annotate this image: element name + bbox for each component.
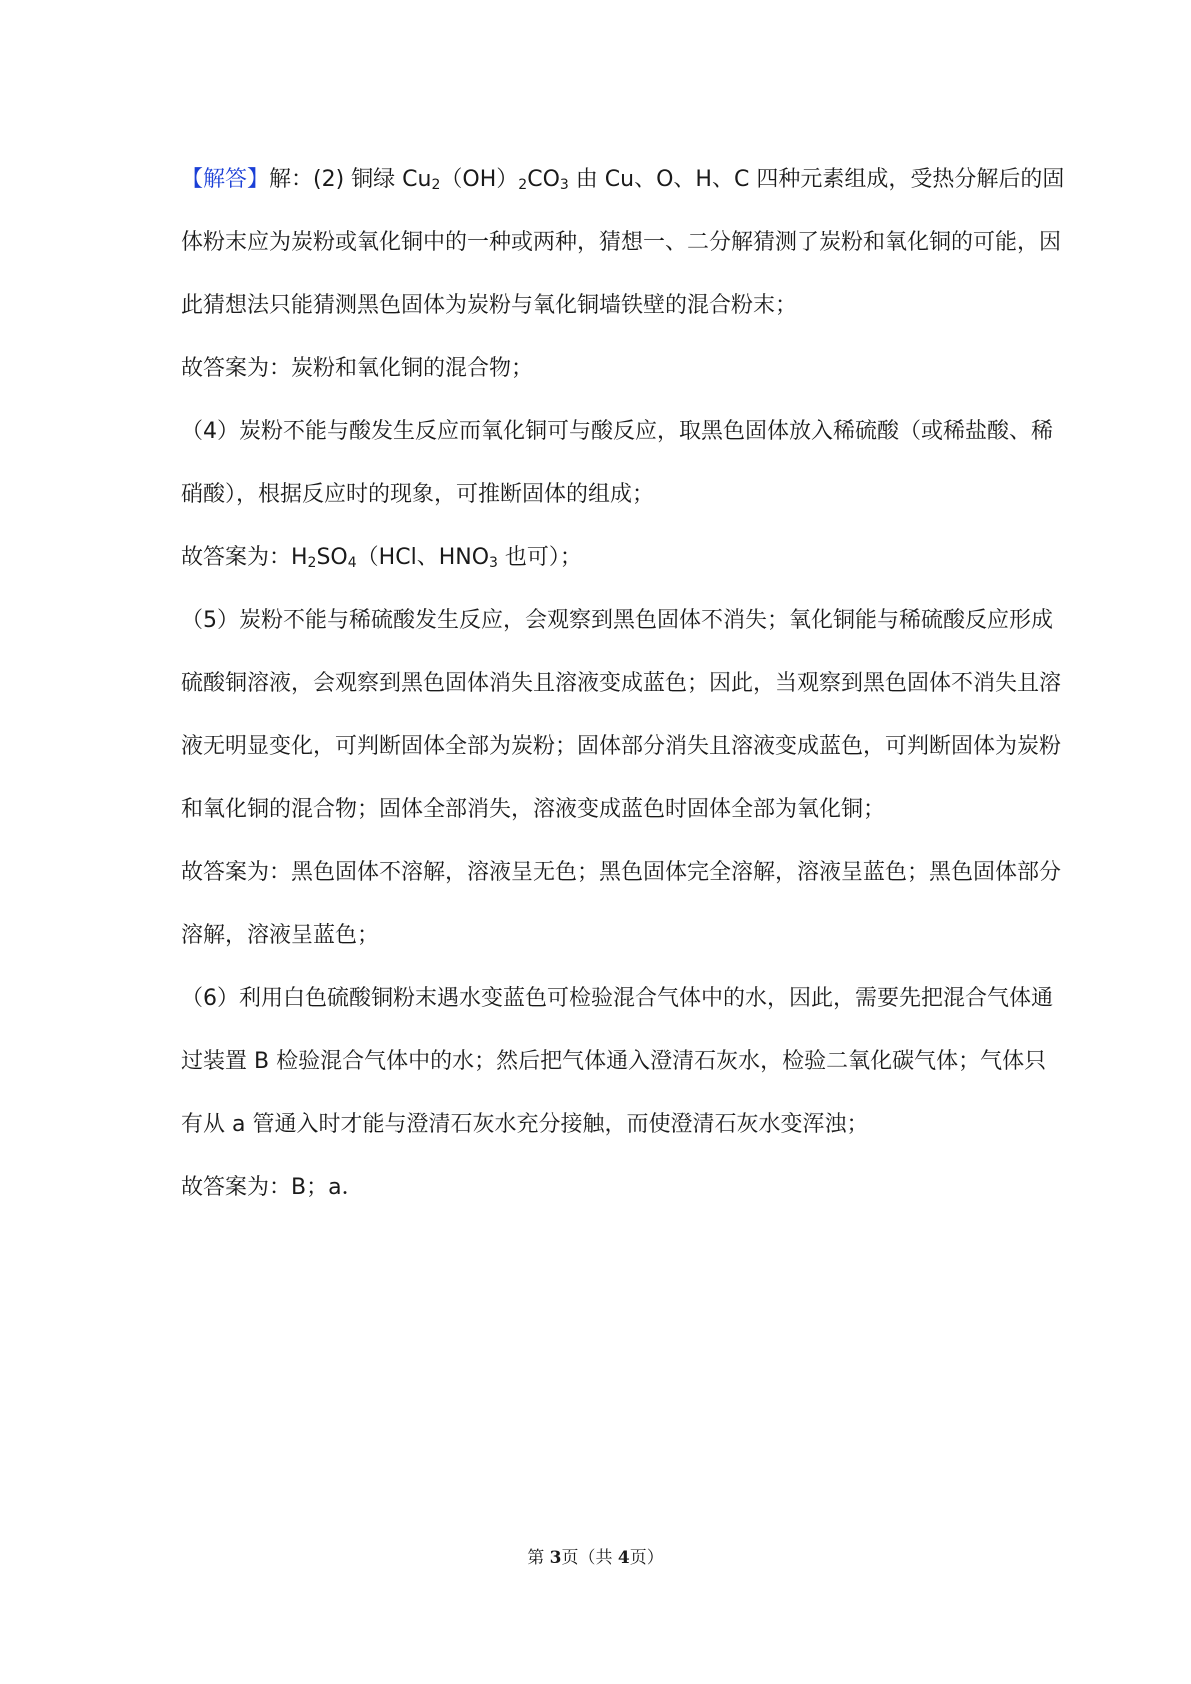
answer-line-13: 溶解，溶液呈蓝色； [181,923,380,948]
text-run: （OH） [440,167,519,192]
answer-line-5: （4）炭粉不能与酸发生反应而氧化铜可与酸反应，取黑色固体放入稀硫酸（或稀盐酸、稀 [181,419,1054,444]
answer-line-3: 此猜想法只能猜测黑色固体为炭粉与氧化铜墙铁壁的混合粉末； [181,293,798,318]
answer-line-9: 硫酸铜溶液，会观察到黑色固体消失且溶液变成蓝色；因此，当观察到黑色固体不消失且溶 [181,671,1062,696]
answer-line-17: 故答案为：B；a． [181,1175,364,1200]
text-run: CO [527,167,560,192]
answer-line-12: 故答案为：黑色固体不溶解，溶液呈无色；黑色固体完全溶解，溶液呈蓝色；黑色固体部分 [181,860,1062,885]
answer-line-16: 有从 a 管通入时才能与澄清石灰水充分接触，而使澄清石灰水变浑浊； [181,1112,869,1137]
answer-line-1 [181,148,1065,211]
answer-line-4: 故答案为：炭粉和氧化铜的混合物； [181,356,534,381]
footer-suffix: 页） [629,1548,664,1568]
text-run: 由 Cu、O、H、C 四种元素组成，受热分解后的固 [568,167,1065,192]
subscript: 4 [347,555,357,571]
subscript: 2 [307,555,317,571]
footer-middle: 页（共 [561,1548,618,1568]
current-page-number: 3 [549,1548,562,1568]
text-run: SO [316,545,348,570]
answer-line-10: 液无明显变化，可判断固体全部为炭粉；固体部分消失且溶液变成蓝色，可判断固体为炭粉 [181,734,1062,759]
page-footer [0,1543,1191,1568]
answer-line-11: 和氧化铜的混合物；固体全部消失，溶液变成蓝色时固体全部为氧化铜； [181,797,886,822]
text-run: 故答案为：H [181,545,308,570]
subscript: 2 [518,177,528,193]
answer-line-8: （5）炭粉不能与稀硫酸发生反应，会观察到黑色固体不消失；氧化铜能与稀硫酸反应形成 [181,608,1054,633]
answer-line-15: 过装置 B 检验混合气体中的水；然后把气体通入澄清石灰水，检验二氧化碳气体；气体只 [181,1049,1047,1074]
text-run: （HCl、HNO [356,545,490,570]
subscript: 3 [489,555,498,571]
subscript: 2 [431,177,441,193]
footer-prefix: 第 [527,1548,550,1568]
text-run: 解：(2) 铜绿 Cu [269,167,432,192]
answer-section [181,148,1065,1219]
answer-label: 【解答】 [181,167,270,192]
text-run: 也可）； [497,545,582,570]
answer-line-14: （6）利用白色硫酸铜粉末遇水变蓝色可检验混合气体中的水，因此，需要先把混合气体通 [181,986,1054,1011]
answer-line-6: 硝酸），根据反应时的现象，可推断固体的组成； [181,482,655,507]
answer-line-2: 体粉末应为炭粉或氧化铜中的一种或两种，猜想一、二分解猜测了炭粉和氧化铜的可能，因 [181,230,1062,255]
answer-line-7 [181,526,1021,589]
subscript: 3 [559,177,569,193]
total-page-number: 4 [617,1548,630,1568]
